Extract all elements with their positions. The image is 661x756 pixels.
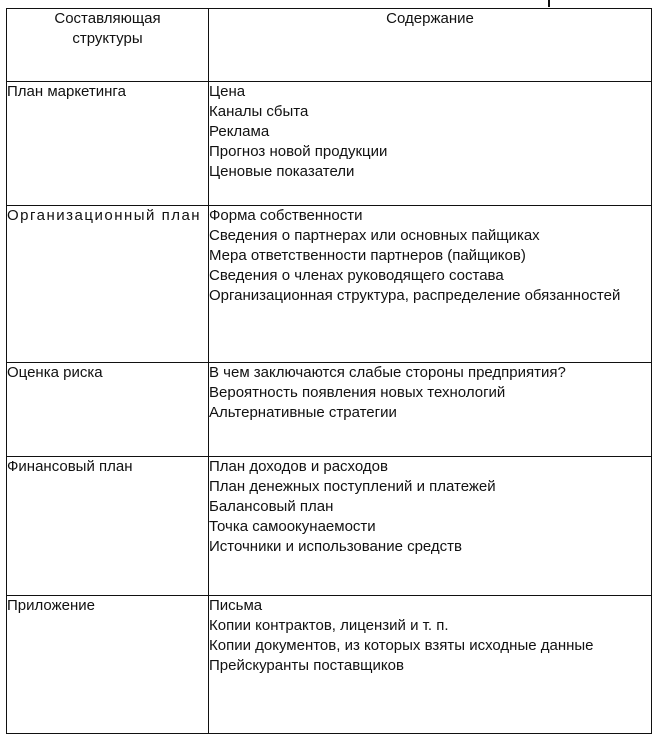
header-content: Содержание bbox=[209, 9, 652, 82]
table-row bbox=[7, 596, 652, 734]
structure-table bbox=[6, 8, 652, 734]
content-item: План доходов и расходов bbox=[209, 458, 388, 475]
content-item: План денежных поступлений и платежей bbox=[209, 478, 496, 495]
page-corner-mark bbox=[548, 0, 550, 7]
component-cell bbox=[7, 363, 209, 457]
table-header-row bbox=[7, 9, 652, 82]
content-item: Мера ответственности партнеров (пайщиков) bbox=[209, 247, 526, 264]
content-item: Письма bbox=[209, 597, 263, 614]
content-item: Балансовый план bbox=[209, 498, 334, 515]
header-component: Составляющая структуры bbox=[7, 9, 209, 82]
table-row bbox=[7, 363, 652, 457]
content-item: Организационная структура, распределение обязанностей bbox=[209, 287, 621, 304]
component-label: Финансовый план bbox=[7, 458, 133, 475]
component-cell bbox=[7, 82, 209, 206]
component-label: План маркетинга bbox=[7, 83, 126, 100]
table-body bbox=[7, 82, 652, 734]
component-label: Организационный план bbox=[7, 207, 202, 224]
content-cell bbox=[209, 206, 652, 363]
content-item: Альтернативные стратегии bbox=[209, 404, 397, 421]
content-item: Источники и использование средств bbox=[209, 538, 463, 555]
content-item: Форма собственности bbox=[209, 207, 363, 224]
table-header bbox=[7, 9, 652, 82]
content-item: Каналы сбыта bbox=[209, 103, 309, 120]
content-item: Прогноз новой продукции bbox=[209, 143, 388, 160]
content-cell bbox=[209, 363, 652, 457]
content-item: В чем заключаются слабые стороны предприятия? bbox=[209, 364, 566, 381]
content-item: Прейскуранты поставщиков bbox=[209, 657, 404, 674]
content-cell bbox=[209, 596, 652, 734]
content-item: Точка самоокунаемости bbox=[209, 518, 376, 535]
content-item: Копии контрактов, лицензий и т. п. bbox=[209, 617, 449, 634]
table-row bbox=[7, 82, 652, 206]
component-label: Приложение bbox=[7, 597, 95, 614]
component-cell bbox=[7, 596, 209, 734]
component-label: Оценка риска bbox=[7, 364, 103, 381]
component-cell bbox=[7, 206, 209, 363]
table-row bbox=[7, 206, 652, 363]
content-cell bbox=[209, 457, 652, 596]
content-item: Вероятность появления новых технологий bbox=[209, 384, 506, 401]
content-item: Ценовые показатели bbox=[209, 163, 355, 180]
component-cell bbox=[7, 457, 209, 596]
content-item: Сведения о членах руководящего состава bbox=[209, 267, 504, 284]
content-item: Копии документов, из которых взяты исходные данные bbox=[209, 637, 594, 654]
table-row bbox=[7, 457, 652, 596]
content-item: Реклама bbox=[209, 123, 270, 140]
content-cell bbox=[209, 82, 652, 206]
content-item: Цена bbox=[209, 83, 246, 100]
content-item: Сведения о партнерах или основных пайщиках bbox=[209, 227, 540, 244]
